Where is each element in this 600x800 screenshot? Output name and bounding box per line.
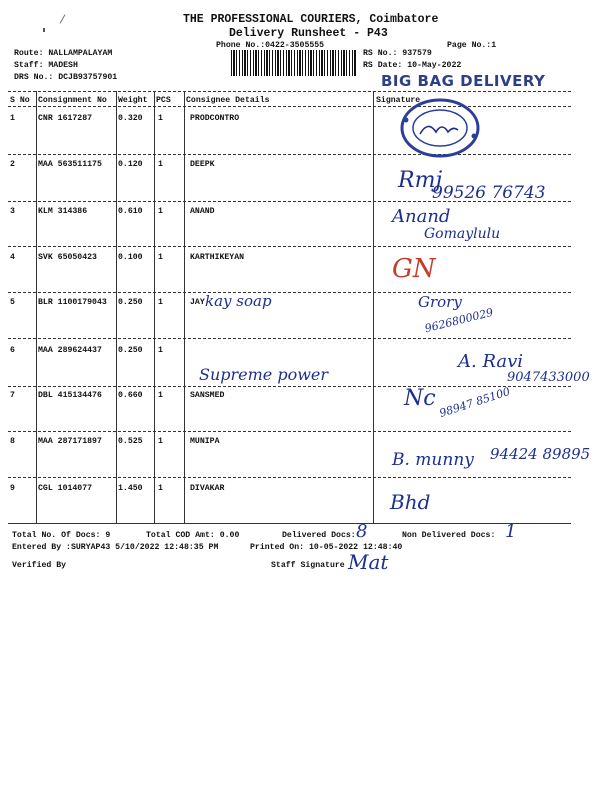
row-weight: 0.320 [118, 114, 143, 123]
non-delivered-count: 1 [505, 521, 517, 542]
handwritten-signature: Nc [404, 386, 436, 411]
row-sno: 7 [10, 391, 15, 400]
column-divider [184, 91, 185, 523]
row-rule [8, 338, 571, 339]
handwritten-phone: 94424 89895 [490, 445, 591, 463]
row-consignee: JAY [190, 298, 205, 307]
row-weight: 0.120 [118, 160, 143, 169]
table-header-rule [8, 106, 571, 107]
row-rule [8, 292, 571, 293]
staff: Staff: MADESH [14, 61, 78, 70]
row-pcs: 1 [158, 160, 163, 169]
row-weight: 0.610 [118, 207, 143, 216]
col-header-weight: Weight [118, 96, 148, 105]
phone-number: Phone No.:0422-3505555 [216, 41, 325, 50]
company-seal-stamp [398, 98, 482, 163]
row-weight: 0.250 [118, 298, 143, 307]
row-consignment: CNR 1617287 [38, 114, 93, 123]
table-top-rule [8, 91, 571, 92]
handwritten-signature: Bhd [390, 490, 431, 514]
row-weight: 0.525 [118, 437, 143, 446]
row-consignment: SVK 65050423 [38, 253, 97, 262]
row-pcs: 1 [158, 346, 163, 355]
column-divider [36, 91, 37, 523]
barcode [231, 50, 357, 76]
page-number: Page No.:1 [447, 41, 497, 50]
row-rule [8, 431, 571, 432]
column-divider [116, 91, 117, 523]
table-bottom-rule [8, 523, 571, 524]
staff-signature-label: Staff Signature [271, 561, 345, 570]
col-header-consignee: Consignee Details [186, 96, 270, 105]
row-weight: 0.660 [118, 391, 143, 400]
row-consignee: KARTHIKEYAN [190, 253, 245, 262]
col-header-pcs: PCS [156, 96, 171, 105]
row-consignment: MAA 563511175 [38, 160, 102, 169]
col-header-signature: Signature [376, 96, 421, 105]
row-weight: 0.250 [118, 346, 143, 355]
row-pcs: 1 [158, 114, 163, 123]
handwritten-signature: Grory [418, 293, 462, 311]
rs-date: RS Date: 10-May-2022 [363, 61, 462, 70]
row-sno: 2 [10, 160, 15, 169]
row-weight: 0.100 [118, 253, 143, 262]
total-docs: Total No. Of Docs: 9 [12, 531, 111, 540]
row-pcs: 1 [158, 437, 163, 446]
column-divider [373, 91, 374, 523]
handwritten-phone: 9047433000 [507, 370, 590, 385]
row-sno: 5 [10, 298, 15, 307]
delivered-count: 8 [356, 521, 368, 542]
row-consignment: MAA 289624437 [38, 346, 102, 355]
row-pcs: 1 [158, 298, 163, 307]
total-cod: Total COD Amt: 0.00 [146, 531, 240, 540]
handwritten-phone: 9626800029 [423, 305, 495, 336]
printed-on: Printed On: 10-05-2022 12:48:40 [250, 543, 403, 552]
row-pcs: 1 [158, 484, 163, 493]
handwritten-signature: A. Ravi [458, 351, 524, 372]
handwritten-signature: Rmj [398, 168, 443, 193]
row-consignment: CGL 1014077 [38, 484, 93, 493]
scan-speck [43, 28, 45, 32]
handwritten-note: Gomaylulu [424, 226, 501, 242]
route: Route: NALLAMPALAYAM [14, 49, 113, 58]
handwritten-signature: GN [392, 254, 436, 284]
handwritten-phone: 99526 76743 [432, 183, 546, 203]
row-sno: 8 [10, 437, 15, 446]
row-pcs: 1 [158, 207, 163, 216]
row-pcs: 1 [158, 391, 163, 400]
row-consignment: BLR 1100179043 [38, 298, 107, 307]
row-consignee: ANAND [190, 207, 215, 216]
handwritten-signature: B. munny [392, 450, 474, 470]
column-divider [154, 91, 155, 523]
scan-speck [60, 14, 66, 23]
row-sno: 1 [10, 114, 15, 123]
row-rule [8, 154, 571, 155]
col-header-consignment: Consignment No [38, 96, 107, 105]
col-header-sno: S No [10, 96, 30, 105]
verified-by-label: Verified By [12, 561, 67, 570]
row-sno: 9 [10, 484, 15, 493]
staff-signature: Mat [348, 550, 389, 574]
handwritten-phone: 98947 85100 [437, 384, 512, 421]
row-rule [8, 246, 571, 247]
company-name: THE PROFESSIONAL COURIERS, Coimbatore [183, 13, 439, 26]
entered-by: Entered By :SURYAP43 5/10/2022 12:48:35 PM [12, 543, 219, 552]
handwritten-name: Anand [392, 206, 451, 227]
non-delivered-docs-label: Non Delivered Docs: [402, 531, 496, 540]
row-sno: 6 [10, 346, 15, 355]
row-consignee: PRODCONTRO [190, 114, 240, 123]
row-weight: 1.450 [118, 484, 143, 493]
row-consignee: MUNIPA [190, 437, 220, 446]
row-sno: 4 [10, 253, 15, 262]
row-consignment: KLM 314386 [38, 207, 88, 216]
row-consignee: SANSMED [190, 391, 225, 400]
handwritten-note: kay soap [205, 292, 272, 310]
rs-number: RS No.: 937579 [363, 49, 432, 58]
row-consignee: DIVAKAR [190, 484, 225, 493]
row-rule [8, 477, 571, 478]
row-consignment: MAA 287171897 [38, 437, 102, 446]
handwritten-note: Supreme power [199, 365, 329, 384]
row-rule [8, 386, 571, 387]
drs-number: DRS No.: DCJB93757901 [14, 73, 118, 82]
row-pcs: 1 [158, 253, 163, 262]
row-consignment: DBL 415134476 [38, 391, 102, 400]
big-bag-delivery-stamp: BIG BAG DELIVERY [381, 72, 546, 90]
row-sno: 3 [10, 207, 15, 216]
runsheet-title: Delivery Runsheet - P43 [229, 27, 388, 40]
delivered-docs-label: Delivered Docs: [282, 531, 356, 540]
row-consignee: DEEPK [190, 160, 215, 169]
